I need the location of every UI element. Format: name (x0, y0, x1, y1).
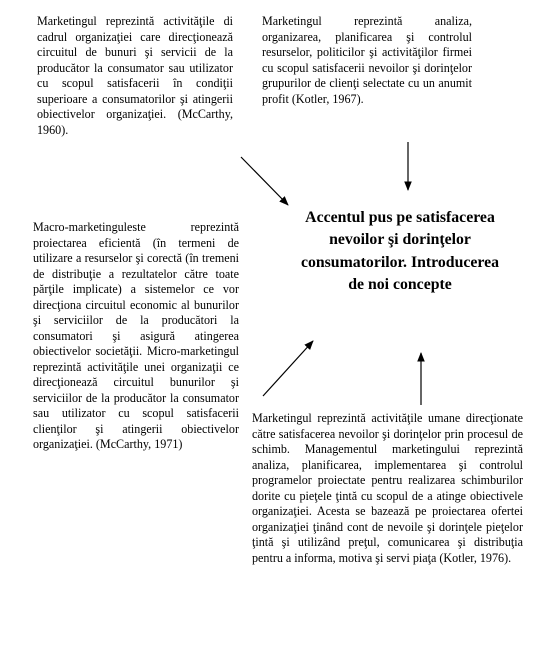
arrow-from-kotler-1976-left (263, 341, 313, 396)
definition-mccarthy-1960: Marketingul reprezintă activităţile di cadrul organizaţiei care direcţionează circuitul de bunuri şi servicii de la producător la consumator sau utilizator cu scopul satisfacerii în condiţii superioare a consumatorilor şi atingerii obiectivelor organizaţiei. (McCarthy, 1960). (37, 14, 233, 137)
definition-kotler-1976: Marketingul reprezintă activităţile umane direcţionate către satisfacerea nevoilor şi dorinţelor prin procesul de schimb. Managementul marketingului reprezintă analiza, planificarea, implementarea şi controlul programelor proiectate pentru realizarea schimburilor dorite cu pieţele ţintă cu scopul de a atinge obiectivele organizaţiei. Acesta se bazează pe proiectarea ofertei organizaţiei ţinând cont de nevoile şi dorinţele pieţelor ţintă şi utilizând preţul, comunicarea şi distribuţia pentru a informa, motiva şi servi piaţa (Kotler, 1976). (252, 411, 523, 565)
definition-kotler-1967: Marketingul reprezintă analiza, organizarea, planificarea şi controlul resurselor, politicilor şi activităţilor firmei cu scopul satisfacerii nevoilor şi dorinţelor grupurilor de clienţi selectate cu un anumit profit (Kotler, 1967). (262, 14, 472, 106)
definition-mccarthy-1971: Macro-marketinguleste reprezintă proiectarea eficientă (în termeni de utilizare a resurselor şi corectă (în tremeni de distribuţie a rezultatelor către toate părţile implicate) a sistemelor ce vor direcţiona circuitul economic al bunurilor şi serviciilor de la producători la consumatori şi asigură atingerea obiectivelor societăţii. Micro-marketingul reprezintă activităţile unei organizaţii ce direcţionează circuitul bunurilor şi serviciilor de la producător la consumator sau utilizator cu scopul satisfacerii clienţilor şi atingerii obiectivelor organizaţiei. (McCarthy, 1971) (33, 220, 239, 451)
central-concept: Accentul pus pe satisfacerea nevoilor şi dorinţelor consumatorilor. Introducerea de noi concepte (300, 209, 500, 293)
arrow-from-mccarthy-1960 (241, 157, 288, 205)
